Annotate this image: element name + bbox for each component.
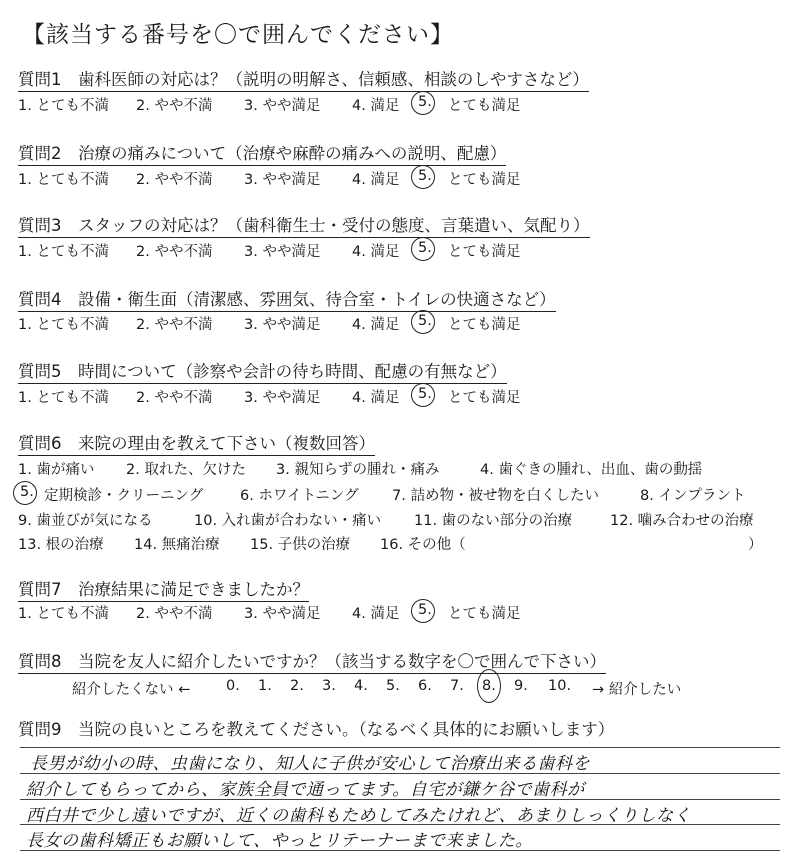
reason-5-label: 定期検診・クリーニング	[44, 488, 204, 504]
selected-circle	[411, 237, 435, 261]
question-1-title: 質問1 歯科医師の対応は？（説明の明解さ、信頼感、相談のしやすさなど）	[18, 66, 589, 92]
score-7[interactable]: 7.	[450, 678, 464, 694]
option-5-label: とても満足	[448, 98, 521, 114]
option-5-label: とても満足	[448, 606, 521, 622]
option-3[interactable]: 3. やや満足	[244, 172, 321, 188]
answer-rule	[20, 773, 780, 774]
score-6[interactable]: 6.	[418, 678, 432, 694]
option-3[interactable]: 3. やや満足	[244, 317, 321, 333]
score-5[interactable]: 5.	[386, 678, 400, 694]
reason-2[interactable]: 2. 取れた、欠けた	[126, 462, 246, 478]
option-1[interactable]: 1. とても不満	[18, 172, 109, 188]
score-10[interactable]: 10.	[548, 678, 572, 694]
option-1[interactable]: 1. とても不満	[18, 244, 109, 260]
reason-14[interactable]: 14. 無痛治療	[134, 537, 220, 553]
question-8-title: 質問8 当院を友人に紹介したいですか？（該当する数字を〇で囲んで下さい）	[18, 648, 606, 674]
answer-line-4: 長女の歯科矯正もお願いして、やっとリテーナーまで来ました。	[26, 831, 533, 851]
option-5-label: とても満足	[448, 317, 521, 333]
option-4[interactable]: 4. 満足	[352, 390, 400, 406]
answer-rule	[20, 824, 780, 825]
answer-line-1: 長男が幼小の時、虫歯になり、知人に子供が安心して治療出来る歯科を	[30, 754, 590, 774]
option-3[interactable]: 3. やや満足	[244, 98, 321, 114]
option-2[interactable]: 2. やや不満	[136, 172, 213, 188]
selected-circle	[411, 165, 435, 189]
question-4-title: 質問4 設備・衛生面（清潔感、雰囲気、待合室・トイレの快適さなど）	[18, 286, 556, 312]
option-5[interactable]: 5.	[418, 313, 432, 329]
reason-6[interactable]: 6. ホワイトニング	[240, 488, 359, 504]
reason-12[interactable]: 12. 噛み合わせの治療	[610, 513, 754, 529]
selected-circle	[411, 383, 435, 407]
option-3[interactable]: 3. やや満足	[244, 606, 321, 622]
reason-10[interactable]: 10. 入れ歯が合わない・痛い	[194, 513, 382, 529]
reason-4[interactable]: 4. 歯ぐきの腫れ、出血、歯の動揺	[480, 462, 703, 478]
option-5[interactable]: 5.	[418, 94, 432, 110]
option-1[interactable]: 1. とても不満	[18, 98, 109, 114]
score-2[interactable]: 2.	[290, 678, 304, 694]
question-2-title: 質問2 治療の痛みについて（治療や麻酔の痛みへの説明、配慮）	[18, 140, 506, 166]
selected-circle	[13, 481, 37, 505]
option-1[interactable]: 1. とても不満	[18, 390, 109, 406]
answer-line-3: 西白井で少し遠いですが、近くの歯科もためしてみたけれど、あまりしっくりしなく	[26, 806, 691, 826]
scale-right-label: → 紹介したい	[592, 682, 682, 698]
answer-line-2: 紹介してもらってから、家族全員で通ってます。自宅が鎌ケ谷で歯科が	[26, 780, 585, 800]
option-4[interactable]: 4. 満足	[352, 606, 400, 622]
option-2[interactable]: 2. やや不満	[136, 98, 213, 114]
option-3[interactable]: 3. やや満足	[244, 244, 321, 260]
option-5-label: とても満足	[448, 390, 521, 406]
option-2[interactable]: 2. やや不満	[136, 390, 213, 406]
answer-rule	[20, 850, 780, 851]
reason-16-close: ）	[748, 537, 763, 553]
option-5[interactable]: 5.	[418, 240, 432, 256]
score-9[interactable]: 9.	[514, 678, 528, 694]
reason-11[interactable]: 11. 歯のない部分の治療	[414, 513, 573, 529]
answer-rule	[20, 799, 780, 800]
score-4[interactable]: 4.	[354, 678, 368, 694]
question-6-title: 質問6 来院の理由を教えて下さい（複数回答）	[18, 430, 375, 456]
reason-5[interactable]: 5.	[20, 484, 34, 500]
option-4[interactable]: 4. 満足	[352, 244, 400, 260]
reason-1[interactable]: 1. 歯が痛い	[18, 462, 95, 478]
option-1[interactable]: 1. とても不満	[18, 317, 109, 333]
reason-8[interactable]: 8. インプラント	[640, 488, 746, 504]
question-3-title: 質問3 スタッフの対応は？（歯科衛生士・受付の態度、言葉遣い、気配り）	[18, 212, 590, 238]
option-5-label: とても満足	[448, 172, 521, 188]
option-5[interactable]: 5.	[418, 602, 432, 618]
option-5[interactable]: 5.	[418, 386, 432, 402]
selected-circle	[411, 599, 435, 623]
option-4[interactable]: 4. 満足	[352, 172, 400, 188]
question-5-title: 質問5 時間について（診察や会計の待ち時間、配慮の有無など）	[18, 358, 507, 384]
score-3[interactable]: 3.	[322, 678, 336, 694]
option-2[interactable]: 2. やや不満	[136, 317, 213, 333]
reason-13[interactable]: 13. 根の治療	[18, 537, 104, 553]
scale-left-label: 紹介したくない ←	[72, 682, 191, 698]
option-2[interactable]: 2. やや不満	[136, 244, 213, 260]
option-2[interactable]: 2. やや不満	[136, 606, 213, 622]
answer-rule-top	[20, 747, 780, 748]
selected-circle	[411, 310, 435, 334]
reason-3[interactable]: 3. 親知らずの腫れ・痛み	[276, 462, 440, 478]
option-4[interactable]: 4. 満足	[352, 317, 400, 333]
option-1[interactable]: 1. とても不満	[18, 606, 109, 622]
reason-15[interactable]: 15. 子供の治療	[250, 537, 351, 553]
option-4[interactable]: 4. 満足	[352, 98, 400, 114]
selected-circle	[411, 91, 435, 115]
score-8[interactable]: 8.	[482, 678, 496, 694]
question-7-title: 質問7 治療結果に満足できましたか？	[18, 576, 309, 602]
reason-7[interactable]: 7. 詰め物・被せ物を白くしたい	[392, 488, 599, 504]
option-5-label: とても満足	[448, 244, 521, 260]
score-0[interactable]: 0.	[226, 678, 240, 694]
instruction-header: 【該当する番号を〇で囲んでください】	[22, 22, 454, 48]
reason-9[interactable]: 9. 歯並びが気になる	[18, 513, 153, 529]
selected-circle	[477, 669, 501, 703]
reason-16[interactable]: 16. その他（	[380, 537, 466, 553]
option-3[interactable]: 3. やや満足	[244, 390, 321, 406]
option-5[interactable]: 5.	[418, 168, 432, 184]
score-1[interactable]: 1.	[258, 678, 272, 694]
question-9-title: 質問9 当院の良いところを教えてください。（なるべく具体的にお願いします）	[18, 720, 615, 739]
